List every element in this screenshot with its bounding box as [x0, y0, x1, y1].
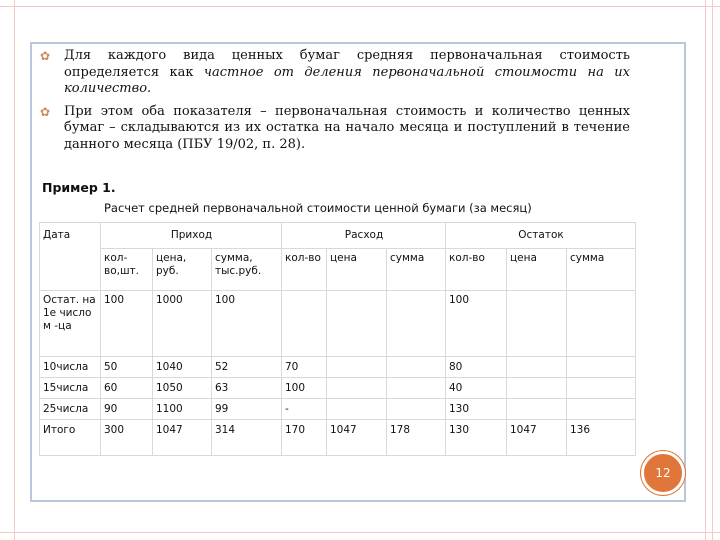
decor-line: [14, 0, 15, 540]
cell: 100: [446, 291, 507, 357]
decor-line: [0, 6, 720, 7]
row-date: Остат. на 1е число м -ца: [40, 291, 101, 357]
table-caption: Расчет средней первоначальной стоимости ценной бумаги (за месяц): [104, 201, 532, 215]
cell: [567, 378, 636, 399]
cell: [567, 291, 636, 357]
cell: [282, 291, 327, 357]
cell: -: [282, 399, 327, 420]
valuation-table: [39, 222, 636, 456]
cell: 130: [446, 399, 507, 420]
cell: 1000: [153, 291, 212, 357]
bullet-text: Для каждого вида ценных бумаг средняя первоначальная стоимость определяется как: [64, 48, 630, 80]
cell: 63: [212, 378, 282, 399]
table-sub-header-row: [40, 249, 636, 291]
decor-line: [705, 0, 706, 540]
cell: [507, 399, 567, 420]
table-row: [40, 291, 636, 357]
cell: 52: [212, 357, 282, 378]
cell: 1100: [153, 399, 212, 420]
cell: 90: [101, 399, 153, 420]
bullet-list: [40, 48, 630, 159]
cell: 314: [212, 420, 282, 456]
cell: 80: [446, 357, 507, 378]
cell: 1040: [153, 357, 212, 378]
row-date: 15числа: [40, 378, 101, 399]
decor-line: [712, 0, 713, 540]
subheader-cell: сумма, тыс.руб.: [212, 249, 282, 291]
bullet-text: При этом оба показателя – первоначальная стоимость и количество ценных бумаг – складываются из их остатка на начало месяца и поступлений в течение данного месяца (ПБУ 19/02, п. 28).: [64, 103, 630, 152]
row-date: 25числа: [40, 399, 101, 420]
decor-line: [0, 532, 720, 533]
cell: 99: [212, 399, 282, 420]
cell: 130: [446, 420, 507, 456]
table-row-total: [40, 420, 636, 456]
cell: 50: [101, 357, 153, 378]
row-date: 10числа: [40, 357, 101, 378]
bullet-item: [40, 48, 630, 98]
table-row: [40, 399, 636, 420]
bullet-icon: ✿: [40, 49, 51, 63]
subheader-cell: кол-во: [446, 249, 507, 291]
row-date: Итого: [40, 420, 101, 456]
cell: 100: [212, 291, 282, 357]
table-row: [40, 357, 636, 378]
bullet-icon: ✿: [40, 104, 51, 119]
cell: 136: [567, 420, 636, 456]
subheader-cell: кол-во,шт.: [101, 249, 153, 291]
cell: 170: [282, 420, 327, 456]
cell: 70: [282, 357, 327, 378]
subheader-cell: цена: [327, 249, 387, 291]
subheader-cell: цена, руб.: [153, 249, 212, 291]
cell: 60: [101, 378, 153, 399]
cell: 178: [387, 420, 446, 456]
bullet-item: [40, 104, 630, 154]
table-row: [40, 378, 636, 399]
cell: [387, 357, 446, 378]
cell: [387, 378, 446, 399]
bullet-text-italic: частное от деления первоначальной стоимости на их количество.: [64, 64, 630, 96]
subheader-cell: сумма: [567, 249, 636, 291]
table-group-header-row: [40, 223, 636, 249]
subheader-cell: цена: [507, 249, 567, 291]
cell: 40: [446, 378, 507, 399]
header-date: Дата: [40, 223, 101, 291]
cell: [327, 399, 387, 420]
cell: [507, 291, 567, 357]
cell: [567, 399, 636, 420]
cell: [327, 291, 387, 357]
cell: [327, 357, 387, 378]
cell: 1050: [153, 378, 212, 399]
cell: 1047: [327, 420, 387, 456]
cell: [507, 378, 567, 399]
page-number-badge: 12: [641, 451, 685, 495]
example-label: Пример 1.: [42, 180, 116, 195]
cell: [387, 291, 446, 357]
subheader-cell: кол-во: [282, 249, 327, 291]
cell: 100: [282, 378, 327, 399]
cell: [507, 357, 567, 378]
cell: [327, 378, 387, 399]
cell: [387, 399, 446, 420]
header-income: Приход: [101, 223, 282, 249]
header-expense: Расход: [282, 223, 446, 249]
subheader-cell: сумма: [387, 249, 446, 291]
cell: [567, 357, 636, 378]
cell: 300: [101, 420, 153, 456]
cell: 1047: [153, 420, 212, 456]
cell: 1047: [507, 420, 567, 456]
header-balance: Остаток: [446, 223, 636, 249]
cell: 100: [101, 291, 153, 357]
